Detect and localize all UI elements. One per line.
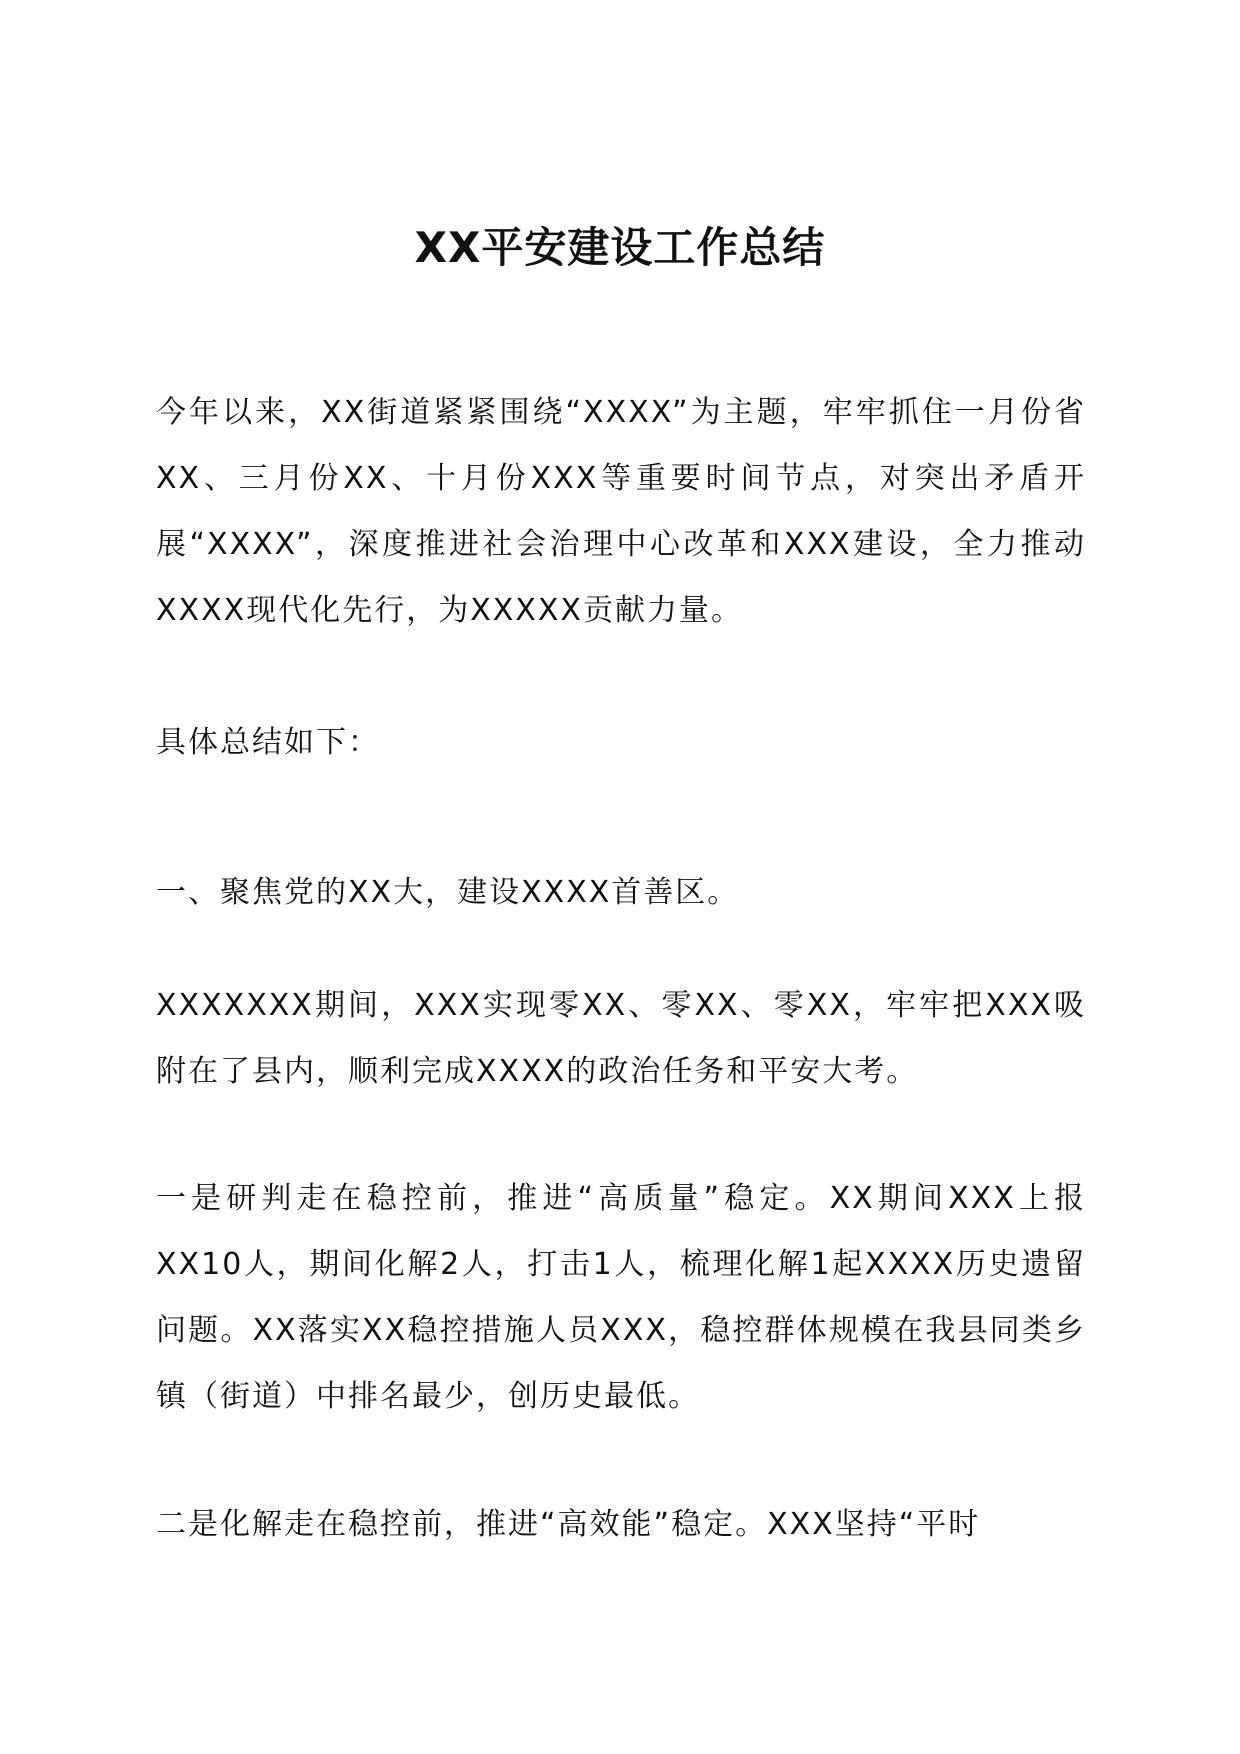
body-paragraph: XXXXXXX期间，XXX实现零XX、零XX、零XX，牢牢把XXX吸附在了县内，顺利完成XXXX的政治任务和平安大考。 [156, 988, 1086, 1089]
summary-lead-paragraph: 具体总结如下： [156, 725, 380, 760]
body-paragraph: 一是研判走在稳控前，推进“高质量”稳定。XX期间XXX上报XX10人，期间化解2人，打击1人，梳理化解1起XXXX历史遗留问题。XX落实XX稳控措施人员XXX，稳控群体规模在我县同类乡镇（街道）中排名最少，创历史最低。 [156, 1181, 1086, 1414]
body-paragraph: 二是化解走在稳控前，推进“高效能”稳定。XXX坚持“平时 [156, 1507, 981, 1542]
intro-paragraph: 今年以来，XX街道紧紧围绕“XXXX”为主题，牢牢抓住一月份省XX、三月份XX、十月份XXX等重要时间节点，对突出矛盾开展“XXXX”，深度推进社会治理中心改革和XXX建设，全力推动XXXX现代化先行，为XXXXX贡献力量。 [156, 395, 1086, 628]
section-heading-1: 一、聚焦党的XX大，建设XXXX首善区。 [156, 875, 740, 910]
document-title: XX平安建设工作总结 [414, 223, 826, 272]
